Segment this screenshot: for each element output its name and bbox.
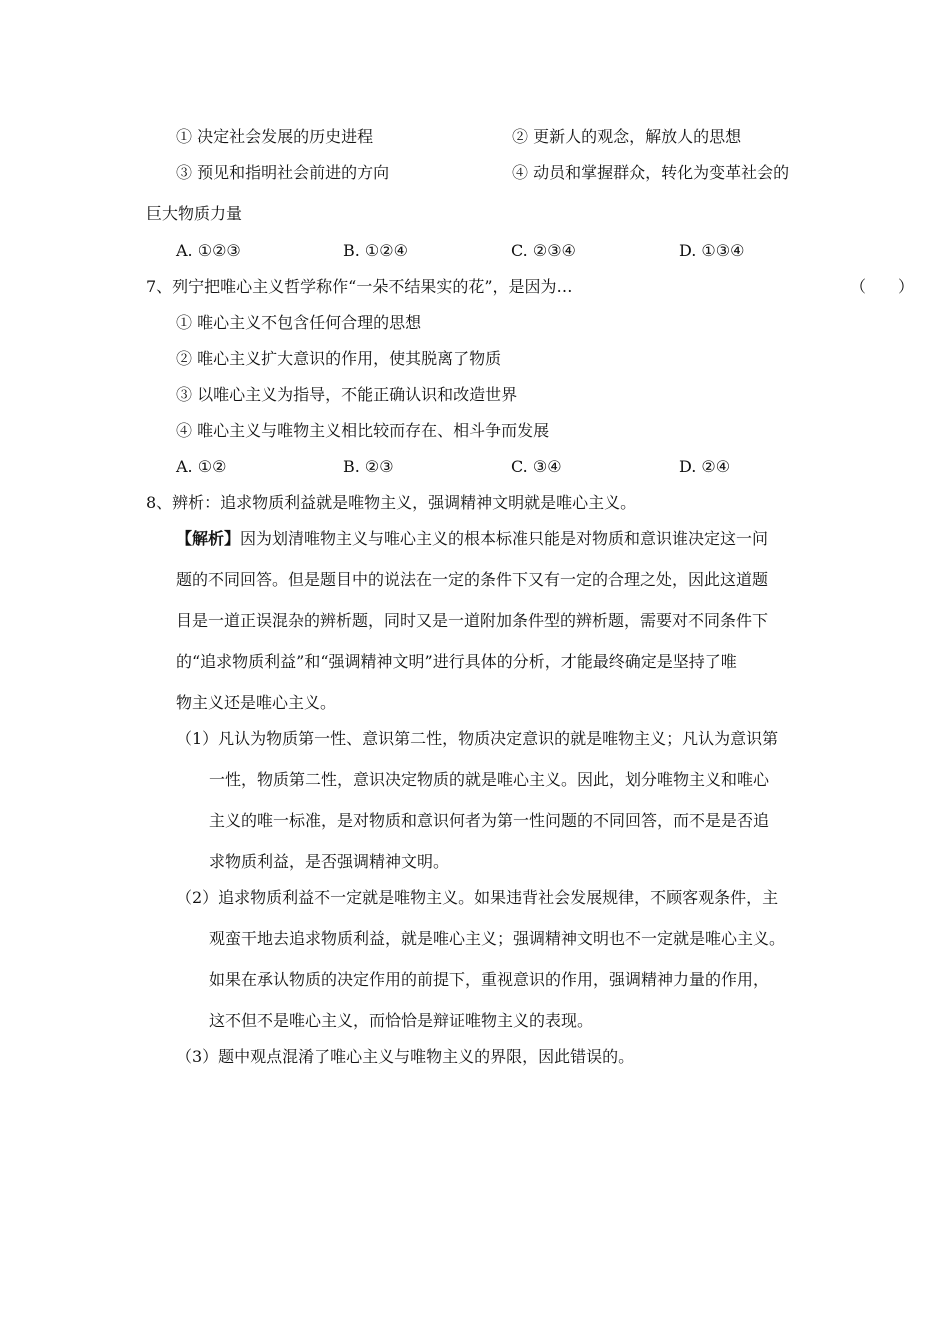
analysis-text: 因为划清唯物主义与唯心主义的根本标准只能是对物质和意识谁决定这一问 <box>240 529 769 548</box>
q7-option-b: B. ②③ <box>343 457 394 476</box>
q8-point-2-line-2: 观蛮干地去追求物质利益，就是唯心主义；强调精神文明也不一定就是唯心主义。 <box>209 929 786 948</box>
q8-analysis-line-5: 物主义还是唯心主义。 <box>176 693 337 712</box>
q8-analysis-line-4: 的“追求物质利益”和“强调精神文明”进行具体的分析，才能最终确定是坚持了唯 <box>176 652 737 671</box>
q6-option-c: C. ②③④ <box>511 241 576 260</box>
q8-point-1-line-4: 求物质利益，是否强调精神文明。 <box>209 852 450 871</box>
analysis-tag: 【解析】 <box>176 529 241 548</box>
q6-option-a: A. ①②③ <box>176 241 241 260</box>
q7-item-3: ③ 以唯心主义为指导，不能正确认识和改造世界 <box>176 385 518 404</box>
q8-analysis-line-2: 题的不同回答。但是题目中的说法在一定的条件下又有一定的合理之处，因此这道题 <box>176 570 769 589</box>
q6-option-b: B. ①②④ <box>343 241 408 260</box>
q8-analysis-line-3: 目是一道正误混杂的辨析题，同时又是一道附加条件型的辨析题，需要对不同条件下 <box>176 611 769 630</box>
q7-item-4: ④ 唯心主义与唯物主义相比较而存在、相斗争而发展 <box>176 421 550 440</box>
q6-option-d: D. ①③④ <box>679 241 745 260</box>
q6-item-3: ③ 预见和指明社会前进的方向 <box>176 163 390 182</box>
q8-point-1-line-2: 一性，物质第二性，意识决定物质的就是唯心主义。因此，划分唯物主义和唯心 <box>209 770 770 789</box>
q8-point-3-line-1: （3）题中观点混淆了唯心主义与唯物主义的界限，因此错误的。 <box>176 1047 635 1066</box>
q8-point-2-line-3: 如果在承认物质的决定作用的前提下，重视意识的作用，强调精神力量的作用， <box>209 970 770 989</box>
q8-point-1-line-1: （1）凡认为物质第一性、意识第二性，物质决定意识的就是唯物主义；凡认为意识第 <box>176 729 779 748</box>
q6-item-1: ① 决定社会发展的历史进程 <box>176 127 374 146</box>
q7-item-2: ② 唯心主义扩大意识的作用，使其脱离了物质 <box>176 349 502 368</box>
q6-item-2: ② 更新人的观念，解放人的思想 <box>512 127 742 146</box>
q7-answer-blank: （ ） <box>850 277 915 296</box>
q8-point-1-line-3: 主义的唯一标准，是对物质和意识何者为第一性问题的不同回答，而不是是否追 <box>209 811 770 830</box>
q7-option-d: D. ②④ <box>679 457 731 476</box>
q7-item-1: ① 唯心主义不包含任何合理的思想 <box>176 313 422 332</box>
q7-stem: 7、列宁把唯心主义哲学称作“一朵不结果实的花”，是因为… <box>146 277 573 296</box>
q7-option-c: C. ③④ <box>511 457 562 476</box>
q8-analysis-line-1 <box>176 528 768 550</box>
q8-point-2-line-1: （2）追求物质利益不一定就是唯物主义。如果违背社会发展规律，不顾客观条件，主 <box>176 888 779 907</box>
q6-item-4-continued: 巨大物质力量 <box>146 204 243 223</box>
q7-option-a: A. ①② <box>176 457 227 476</box>
q8-point-2-line-4: 这不但不是唯心主义，而恰恰是辩证唯物主义的表现。 <box>209 1011 594 1030</box>
q6-item-4: ④ 动员和掌握群众，转化为变革社会的 <box>512 163 790 182</box>
q8-stem: 8、辨析：追求物质利益就是唯物主义，强调精神文明就是唯心主义。 <box>146 493 637 512</box>
